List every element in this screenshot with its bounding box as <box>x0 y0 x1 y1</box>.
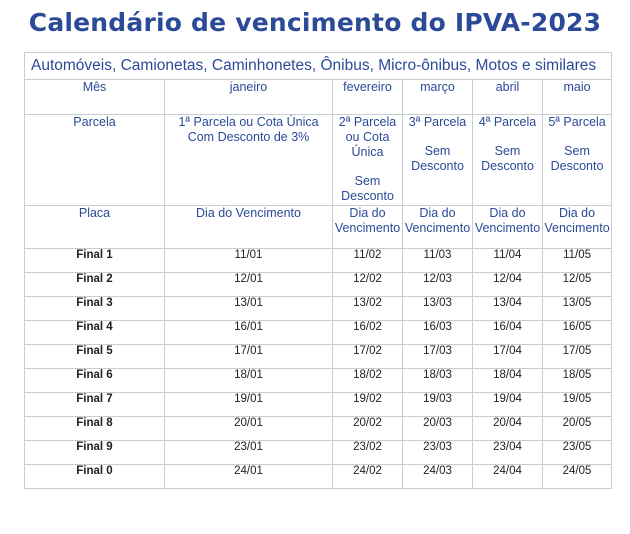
plate-final-cell: Final 7 <box>25 393 165 417</box>
table-row <box>25 321 612 345</box>
due-date-cell: 11/04 <box>473 249 543 273</box>
due-date-cell: 24/02 <box>333 465 403 489</box>
parcela-title: 4ª Parcela <box>478 115 537 129</box>
due-date-cell: 18/03 <box>403 369 473 393</box>
parcela-cell <box>403 115 473 206</box>
table-row <box>25 369 612 393</box>
due-date-cell: 13/04 <box>473 297 543 321</box>
parcela-discount: Sem Desconto <box>341 174 394 203</box>
due-date-cell: 12/01 <box>165 273 333 297</box>
due-date-cell: 16/05 <box>543 321 612 345</box>
due-date-cell: 24/01 <box>165 465 333 489</box>
due-date-cell: 24/05 <box>543 465 612 489</box>
due-date-cell: 20/01 <box>165 417 333 441</box>
due-day-header: Dia do Vencimento <box>543 206 612 249</box>
table-row <box>25 417 612 441</box>
due-date-cell: 13/02 <box>333 297 403 321</box>
due-date-cell: 18/04 <box>473 369 543 393</box>
due-date-cell: 24/04 <box>473 465 543 489</box>
month-header: maio <box>543 80 612 115</box>
due-date-cell: 17/05 <box>543 345 612 369</box>
due-date-cell: 16/04 <box>473 321 543 345</box>
plate-final-cell: Final 1 <box>25 249 165 273</box>
due-date-cell: 13/01 <box>165 297 333 321</box>
parcela-cell <box>165 115 333 206</box>
due-date-cell: 17/04 <box>473 345 543 369</box>
due-date-cell: 23/01 <box>165 441 333 465</box>
due-date-table <box>24 52 612 489</box>
mes-label: Mês <box>25 80 165 115</box>
table-subtitle: Automóveis, Camionetas, Caminhonetes, Ônibus, Micro-ônibus, Motos e similares <box>31 57 597 74</box>
plate-final-cell: Final 0 <box>25 465 165 489</box>
due-day-header: Dia do Vencimento <box>165 206 333 249</box>
due-date-cell: 17/01 <box>165 345 333 369</box>
due-date-cell: 17/02 <box>333 345 403 369</box>
placa-header-row <box>25 206 612 249</box>
parcela-title: 3ª Parcela <box>408 115 467 129</box>
due-date-cell: 16/02 <box>333 321 403 345</box>
month-header-row <box>25 80 612 115</box>
data-rows <box>25 249 612 489</box>
due-date-cell: 12/05 <box>543 273 612 297</box>
parcela-discount: Sem Desconto <box>550 144 604 173</box>
due-date-cell: 20/03 <box>403 417 473 441</box>
page-title: Calendário de vencimento do IPVA-2023 <box>28 8 602 37</box>
table-row <box>25 345 612 369</box>
parcela-cell <box>333 115 403 206</box>
due-date-cell: 13/05 <box>543 297 612 321</box>
parcela-title: 1ª Parcela ou Cota Única Com Desconto de 3% <box>178 115 319 144</box>
due-date-cell: 11/01 <box>165 249 333 273</box>
parcela-cell <box>543 115 612 206</box>
due-date-cell: 23/02 <box>333 441 403 465</box>
subtitle-cell <box>25 53 612 80</box>
due-date-cell: 11/03 <box>403 249 473 273</box>
table-row <box>25 249 612 273</box>
due-date-cell: 19/04 <box>473 393 543 417</box>
parcela-title: 5ª Parcela <box>548 115 606 129</box>
plate-final-cell: Final 2 <box>25 273 165 297</box>
due-date-cell: 11/05 <box>543 249 612 273</box>
due-date-cell: 20/05 <box>543 417 612 441</box>
month-header: janeiro <box>165 80 333 115</box>
parcela-title: 2ª Parcela ou Cota Única <box>338 115 397 159</box>
parcela-cell <box>473 115 543 206</box>
due-day-header: Dia do Vencimento <box>403 206 473 249</box>
due-date-cell: 20/02 <box>333 417 403 441</box>
plate-final-cell: Final 8 <box>25 417 165 441</box>
due-date-cell: 13/03 <box>403 297 473 321</box>
subtitle-row <box>25 53 612 80</box>
due-day-header: Dia do Vencimento <box>333 206 403 249</box>
table-row <box>25 297 612 321</box>
month-header: março <box>403 80 473 115</box>
due-date-cell: 18/02 <box>333 369 403 393</box>
month-header: fevereiro <box>333 80 403 115</box>
parcela-label: Parcela <box>25 115 165 206</box>
placa-label: Placa <box>25 206 165 249</box>
due-date-cell: 19/05 <box>543 393 612 417</box>
parcela-discount: Sem Desconto <box>481 144 534 173</box>
due-date-cell: 16/03 <box>403 321 473 345</box>
plate-final-cell: Final 5 <box>25 345 165 369</box>
month-header: abril <box>473 80 543 115</box>
due-date-cell: 19/02 <box>333 393 403 417</box>
due-date-cell: 24/03 <box>403 465 473 489</box>
plate-final-cell: Final 9 <box>25 441 165 465</box>
due-date-cell: 16/01 <box>165 321 333 345</box>
due-date-cell: 23/04 <box>473 441 543 465</box>
due-date-cell: 11/02 <box>333 249 403 273</box>
due-date-cell: 12/03 <box>403 273 473 297</box>
parcela-discount: Sem Desconto <box>411 144 464 173</box>
plate-final-cell: Final 4 <box>25 321 165 345</box>
table-row <box>25 273 612 297</box>
due-date-cell: 19/03 <box>403 393 473 417</box>
due-date-cell: 12/04 <box>473 273 543 297</box>
table-row <box>25 441 612 465</box>
due-date-cell: 18/05 <box>543 369 612 393</box>
plate-final-cell: Final 3 <box>25 297 165 321</box>
plate-final-cell: Final 6 <box>25 369 165 393</box>
due-date-cell: 19/01 <box>165 393 333 417</box>
table-row <box>25 393 612 417</box>
due-date-cell: 12/02 <box>333 273 403 297</box>
due-date-cell: 20/04 <box>473 417 543 441</box>
parcela-header-row <box>25 115 612 206</box>
due-date-cell: 18/01 <box>165 369 333 393</box>
due-date-cell: 23/03 <box>403 441 473 465</box>
due-date-cell: 17/03 <box>403 345 473 369</box>
due-day-header: Dia do Vencimento <box>473 206 543 249</box>
table-row <box>25 465 612 489</box>
due-date-cell: 23/05 <box>543 441 612 465</box>
